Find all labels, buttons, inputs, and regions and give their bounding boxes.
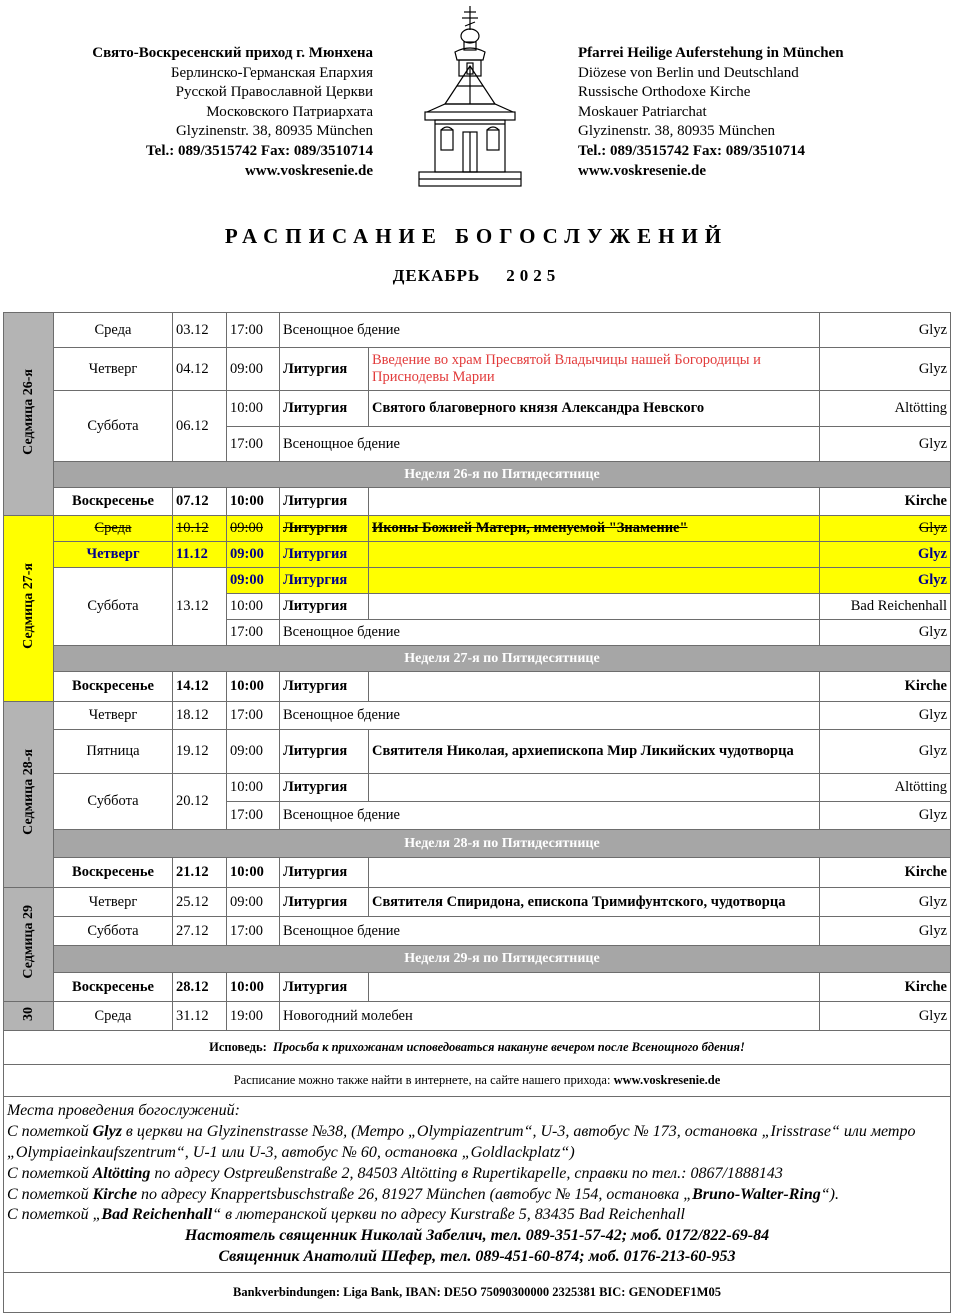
service-cell: Литургия — [280, 568, 369, 594]
table-row-highlighted — [4, 542, 951, 568]
day-cell: Суббота — [54, 391, 173, 462]
day-cell: Четверг — [54, 702, 173, 730]
online-url[interactable]: www.voskresenie.de — [613, 1073, 721, 1087]
feast-cell — [369, 672, 820, 702]
service-cell: Всенощное бдение — [280, 313, 820, 348]
date-cell: 13.12 — [173, 568, 227, 646]
time-cell: 09:00 — [227, 348, 280, 391]
date-cell: 20.12 — [173, 774, 227, 830]
table-row — [4, 858, 951, 888]
service-cell: Литургия — [280, 973, 369, 1002]
feast-cell — [369, 568, 820, 594]
service-cell: Литургия — [280, 672, 369, 702]
locations-row — [4, 1097, 951, 1273]
feast-cell: Введение во храм Пресвятой Владычицы нашей Богородицы и Приснодевы Марии — [369, 348, 820, 391]
feast-cell: Святителя Николая, архиепископа Мир Ликийских чудотворца — [369, 730, 820, 774]
time-cell: 17:00 — [227, 917, 280, 946]
time-cell: 17:00 — [227, 313, 280, 348]
day-cell: Суббота — [54, 774, 173, 830]
feast-cell — [369, 973, 820, 1002]
place-cell: Kirche — [820, 672, 951, 702]
place-cell: Bad Reichenhall — [820, 594, 951, 620]
service-cell: Литургия — [280, 348, 369, 391]
service-cell: Литургия — [280, 858, 369, 888]
online-text: Расписание можно также найти в интернете, на сайте нашего прихода: — [233, 1073, 611, 1087]
location-glyz: С пометкой Glyz в церкви на Glyzinenstrasse №38, (Метро „Olympiazentrum“, U-3, автобус № 173, остановка „Irisstrase“ или метро „Olympiaeinkaufszentrum“, U-1 или U-3, автобус № 60, остановка „Goldlackplatz“) — [7, 1123, 916, 1161]
week-label: 30 — [4, 1002, 54, 1031]
time-cell: 10:00 — [227, 594, 280, 620]
place-cell: Kirche — [820, 858, 951, 888]
website-de[interactable]: www.voskresenie.de — [578, 162, 707, 179]
online-row — [4, 1065, 951, 1097]
date-cell: 06.12 — [173, 391, 227, 462]
week-label: Седмица 26-я — [4, 313, 54, 516]
bank-row — [4, 1273, 951, 1313]
date-cell: 25.12 — [173, 888, 227, 917]
place-cell: Glyz — [820, 568, 951, 594]
website-ru[interactable]: www.voskresenie.de — [244, 162, 373, 179]
place-cell: Glyz — [820, 313, 951, 348]
time-cell: 10:00 — [227, 488, 280, 516]
table-row — [4, 313, 951, 348]
time-cell: 17:00 — [227, 802, 280, 830]
time-cell: 17:00 — [227, 702, 280, 730]
confession-row — [4, 1031, 951, 1065]
table-row-cancelled — [4, 516, 951, 542]
date-cell: 31.12 — [173, 1002, 227, 1031]
day-cell: Пятница — [54, 730, 173, 774]
table-row — [4, 391, 951, 427]
time-cell: 10:00 — [227, 973, 280, 1002]
date-cell: 07.12 — [173, 488, 227, 516]
date-cell: 27.12 — [173, 917, 227, 946]
service-cell: Литургия — [280, 391, 369, 427]
table-row — [4, 774, 951, 802]
day-cell: Воскресенье — [54, 488, 173, 516]
week-label: Седмица 27-я — [4, 516, 54, 702]
patriarchate-de: Moskauer Patriarchat — [578, 103, 707, 120]
table-row-highlighted — [4, 568, 951, 594]
time-cell: 09:00 — [227, 568, 280, 594]
time-cell: 17:00 — [227, 427, 280, 462]
place-cell: Glyz — [820, 542, 951, 568]
sunday-heading: Неделя 26-я по Пятидесятнице — [54, 462, 951, 488]
place-cell: Glyz — [820, 702, 951, 730]
page-title: РАСПИСАНИЕ БОГОСЛУЖЕНИЙ — [224, 224, 729, 248]
year: 2025 — [506, 266, 561, 285]
service-cell: Новогодний молебен — [280, 1002, 820, 1031]
service-cell: Всенощное бдение — [280, 802, 820, 830]
bank-details: Bankverbindungen: Liga Bank, IBAN: DE5O 75090300000 2325381 BIC: GENODEF1M05 — [4, 1273, 951, 1313]
table-row — [4, 672, 951, 702]
schedule-table — [3, 312, 951, 1313]
diocese-ru: Берлинско-Германская Епархия — [170, 64, 373, 81]
day-cell: Среда — [54, 1002, 173, 1031]
service-cell: Всенощное бдение — [280, 917, 820, 946]
sunday-heading-row — [4, 462, 951, 488]
phone-ru: Tel.: 089/3515742 Fax: 089/3510714 — [146, 142, 373, 159]
time-cell: 19:00 — [227, 1002, 280, 1031]
date-cell: 14.12 — [173, 672, 227, 702]
sunday-heading: Неделя 27-я по Пятидесятнице — [54, 646, 951, 672]
feast-cell: Иконы Божией Матери, именуемой "Знамение" — [369, 516, 820, 542]
place-cell: Glyz — [820, 802, 951, 830]
date-cell: 11.12 — [173, 542, 227, 568]
service-cell: Литургия — [280, 594, 369, 620]
day-cell: Четверг — [54, 348, 173, 391]
location-altoetting: С пометкой Altötting по адресу Ostpreußenstraße 2, 84503 Altötting в Rupertikapelle, справки по тел.: 0867/1888143 — [7, 1164, 783, 1182]
parish-name-ru: Свято-Воскресенский приход г. Мюнхена — [92, 45, 373, 61]
place-cell: Glyz — [820, 1002, 951, 1031]
time-cell: 10:00 — [227, 391, 280, 427]
day-cell: Суббота — [54, 917, 173, 946]
date-cell: 04.12 — [173, 348, 227, 391]
place-cell: Glyz — [820, 888, 951, 917]
time-cell: 09:00 — [227, 888, 280, 917]
time-cell: 10:00 — [227, 774, 280, 802]
rector-contact: Настоятель священник Николай Забелич, тел. 089-351-57-42; моб. 0172/822-69-84 — [184, 1227, 770, 1245]
sunday-heading-row — [4, 830, 951, 858]
service-cell: Литургия — [280, 542, 369, 568]
service-cell: Всенощное бдение — [280, 427, 820, 462]
place-cell: Kirche — [820, 973, 951, 1002]
header-german — [578, 44, 844, 181]
diocese-de: Diözese von Berlin und Deutschland — [578, 64, 799, 81]
service-cell: Всенощное бдение — [280, 702, 820, 730]
place-cell: Glyz — [820, 516, 951, 542]
place-cell: Altötting — [820, 774, 951, 802]
day-cell: Четверг — [54, 888, 173, 917]
date-cell: 10.12 — [173, 516, 227, 542]
feast-cell — [369, 858, 820, 888]
sunday-heading-row — [4, 646, 951, 672]
time-cell: 09:00 — [227, 730, 280, 774]
place-cell: Glyz — [820, 348, 951, 391]
sunday-heading: Неделя 28-я по Пятидесятнице — [54, 830, 951, 858]
place-cell: Glyz — [820, 730, 951, 774]
day-cell: Среда — [54, 516, 173, 542]
locations-info — [4, 1097, 951, 1273]
address-ru: Glyzinenstr. 38, 80935 München — [175, 123, 373, 140]
day-cell: Четверг — [54, 542, 173, 568]
date-cell: 03.12 — [173, 313, 227, 348]
parish-name-de: Pfarrei Heilige Auferstehung in München — [578, 45, 844, 61]
month-heading — [0, 266, 953, 286]
feast-cell — [369, 542, 820, 568]
table-row — [4, 973, 951, 1002]
table-row — [4, 488, 951, 516]
service-cell: Литургия — [280, 774, 369, 802]
place-cell: Glyz — [820, 427, 951, 462]
table-row — [4, 702, 951, 730]
time-cell: 10:00 — [227, 672, 280, 702]
date-cell: 19.12 — [173, 730, 227, 774]
place-cell: Altötting — [820, 391, 951, 427]
time-cell: 17:00 — [227, 620, 280, 646]
phone-de: Tel.: 089/3515742 Fax: 089/3510714 — [578, 142, 805, 159]
time-cell: 09:00 — [227, 516, 280, 542]
feast-cell: Святого благоверного князя Александра Невского — [369, 391, 820, 427]
place-cell: Glyz — [820, 917, 951, 946]
feast-cell — [369, 774, 820, 802]
time-cell: 10:00 — [227, 858, 280, 888]
priest-contact: Священник Анатолий Шефер, тел. 089-451-60-874; моб. 0176-213-60-953 — [218, 1247, 736, 1265]
place-cell: Glyz — [820, 620, 951, 646]
location-kirche: С пометкой Kirche по адресу Knappertsbuschstraße 26, 81927 München (автобус № 154, остановка „Bruno-Walter-Ring“). — [7, 1185, 839, 1203]
week-label: Седмица 29 — [4, 888, 54, 1002]
feast-cell — [369, 594, 820, 620]
header-russian — [92, 44, 373, 181]
sunday-heading: Неделя 29-я по Пятидесятнице — [54, 946, 951, 973]
church-logo-icon — [415, 4, 525, 194]
table-row — [4, 348, 951, 391]
week-label: Седмица 28-я — [4, 702, 54, 888]
online-note — [4, 1065, 951, 1097]
confession-note — [4, 1031, 951, 1065]
place-cell: Kirche — [820, 488, 951, 516]
church-ru: Русской Православной Церкви — [175, 84, 373, 101]
confession-label: Исповедь: — [209, 1040, 267, 1054]
service-cell: Литургия — [280, 488, 369, 516]
month-name: ДЕКАБРЬ — [392, 266, 481, 285]
locations-title: Места проведения богослужений: — [7, 1102, 240, 1120]
day-cell: Среда — [54, 313, 173, 348]
day-cell: Воскресенье — [54, 672, 173, 702]
feast-cell: Святителя Спиридона, епископа Тримифунтского, чудотворца — [369, 888, 820, 917]
table-row — [4, 917, 951, 946]
service-cell: Всенощное бдение — [280, 620, 820, 646]
table-row — [4, 730, 951, 774]
day-cell: Воскресенье — [54, 858, 173, 888]
service-cell: Литургия — [280, 516, 369, 542]
table-row — [4, 888, 951, 917]
table-row — [4, 1002, 951, 1031]
confession-text: Просьба к прихожанам исповедоваться накануне вечером после Всенощного бдения! — [273, 1040, 745, 1054]
date-cell: 21.12 — [173, 858, 227, 888]
church-de: Russische Orthodoxe Kirche — [578, 84, 751, 101]
day-cell: Суббота — [54, 568, 173, 646]
date-cell: 28.12 — [173, 973, 227, 1002]
sunday-heading-row — [4, 946, 951, 973]
address-de: Glyzinenstr. 38, 80935 München — [578, 123, 776, 140]
service-cell: Литургия — [280, 730, 369, 774]
patriarchate-ru: Московского Патриархата — [206, 103, 373, 120]
location-bad-reichenhall: С пометкой „Bad Reichenhall“ в лютеранской церкви по адресу Kurstraße 5, 83435 Bad Reichenhall — [7, 1206, 685, 1224]
time-cell: 09:00 — [227, 542, 280, 568]
feast-cell — [369, 488, 820, 516]
day-cell: Воскресенье — [54, 973, 173, 1002]
service-cell: Литургия — [280, 888, 369, 917]
date-cell: 18.12 — [173, 702, 227, 730]
